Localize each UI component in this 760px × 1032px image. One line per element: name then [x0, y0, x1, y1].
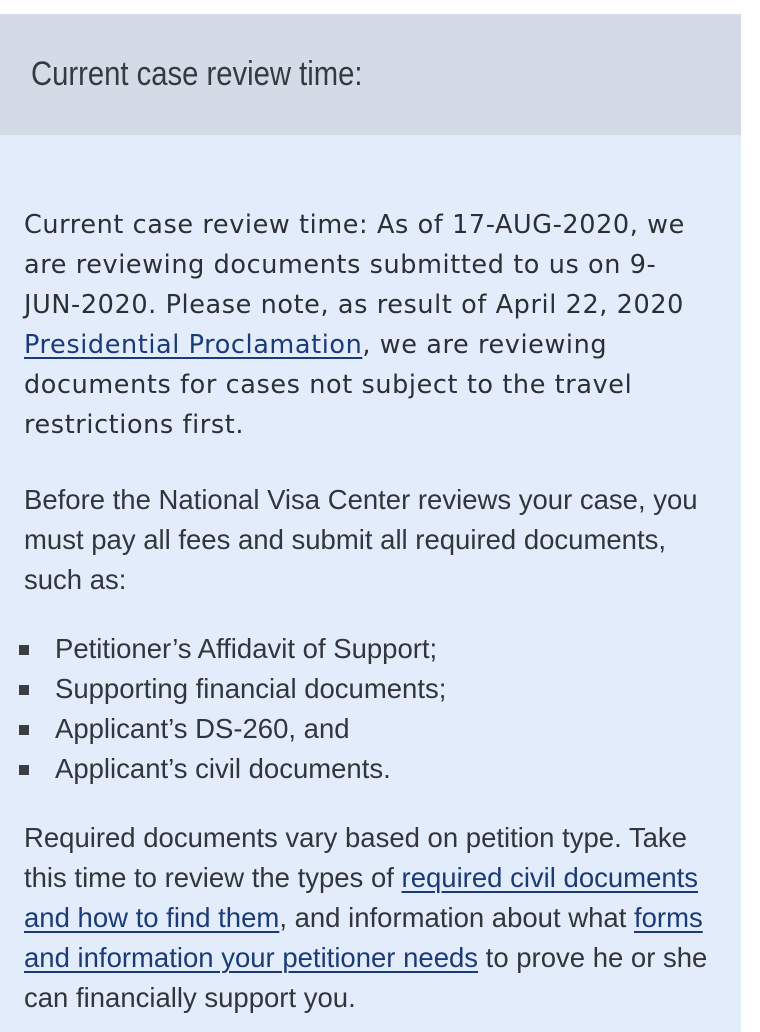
list-item	[0, 709, 710, 749]
closing-text-2: , and information about what	[279, 902, 634, 933]
list-item-text: Petitioner’s Affidavit of Support;	[55, 633, 438, 664]
square-bullet-icon	[19, 765, 29, 775]
square-bullet-icon	[19, 645, 29, 655]
notice-text-end: , we are reviewing documents for cases not subject to the travel restrictions first.	[24, 330, 633, 440]
list-item	[0, 749, 710, 789]
list-item	[0, 629, 710, 669]
panel-title: Current case review time:	[31, 55, 363, 93]
list-item-text: Supporting financial documents;	[55, 673, 447, 704]
panel-body	[0, 135, 710, 1018]
closing-text-3: to prove he or she can financially support you.	[24, 942, 708, 1013]
list-item	[0, 669, 710, 709]
panel-header	[0, 14, 741, 135]
required-documents-paragraph	[24, 818, 714, 1018]
review-time-notice	[24, 205, 714, 445]
square-bullet-icon	[19, 685, 29, 695]
list-item-text: Applicant’s civil documents.	[55, 753, 391, 784]
case-review-panel	[0, 14, 741, 1032]
required-documents-list	[0, 629, 710, 789]
notice-text-start: Current case review time: As of 17-AUG-2020, we are reviewing documents submitted to us on 9-JUN-2020. Please note, as result of April 22, 2020	[24, 210, 685, 320]
civil-documents-link[interactable]: required civil documents and how to find them	[24, 862, 699, 933]
square-bullet-icon	[19, 725, 29, 735]
petitioner-forms-link[interactable]: forms and information your petitioner needs	[24, 902, 703, 973]
list-item-text: Applicant’s DS-260, and	[55, 713, 350, 744]
fees-intro-paragraph: Before the National Visa Center reviews your case, you must pay all fees and submit all required documents, such as:	[24, 484, 698, 595]
presidential-proclamation-link[interactable]: Presidential Proclamation	[24, 330, 363, 360]
closing-text-1: Required documents vary based on petition type. Take this time to review the types of	[24, 822, 687, 893]
